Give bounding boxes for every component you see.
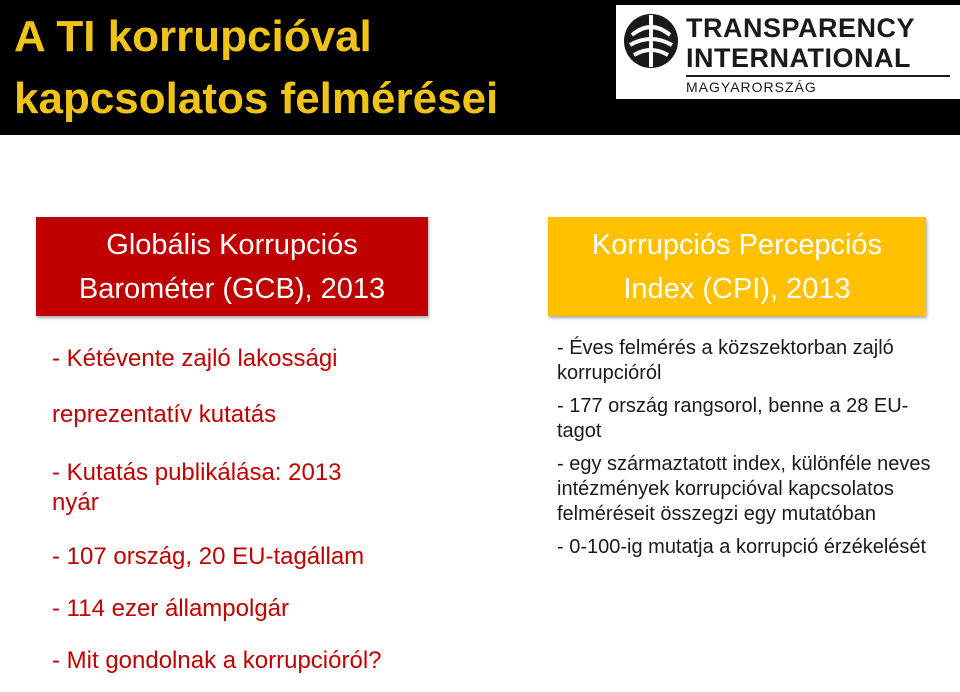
gcb-item: reprezentatív kutatás (52, 401, 277, 428)
gcb-item: - Mit gondolnak a korrupcióról? (52, 647, 382, 674)
cpi-item: - Éves felmérés a közszektorban zajló korrupcióról (557, 337, 894, 384)
cpi-item: - egy származtatott index, különféle neves intézmények korrupcióval kapcsolatos felméréseit összegzi egy mutatóban (557, 453, 931, 525)
gcb-details-list (52, 344, 432, 676)
logo-subtitle: MAGYARORSZÁG (686, 79, 817, 95)
ti-emblem-icon (622, 11, 680, 71)
cpi-item: - 177 ország rangsorol, benne a 28 EU-tagot (557, 395, 909, 442)
title-line-2: kapcsolatos felmérései (14, 74, 499, 123)
gcb-item: - 114 ezer állampolgár (52, 595, 290, 622)
gcb-heading-line-2: Barométer (GCB), 2013 (78, 272, 386, 305)
gcb-item: - 107 ország, 20 EU-tagállam (52, 543, 365, 570)
gcb-item: - Kétévente zajló lakossági (52, 345, 338, 372)
gcb-item: - Kutatás publikálása: 2013 (52, 459, 342, 486)
cpi-heading-line-2: Index (CPI), 2013 (623, 272, 851, 305)
gcb-item: nyár (52, 489, 99, 516)
cpi-heading-box (548, 217, 926, 316)
logo-line-1: TRANSPARENCY (686, 13, 916, 43)
gcb-heading-box (36, 217, 428, 316)
gcb-heading-line-1: Globális Korrupciós (106, 228, 358, 261)
logo-divider (686, 75, 950, 77)
logo-line-2: INTERNATIONAL (686, 43, 911, 73)
title-line-1: A TI korrupcióval (14, 12, 372, 61)
slide-title (14, 6, 604, 130)
cpi-heading-line-1: Korrupciós Percepciós (591, 228, 883, 261)
cpi-item: - 0-100-ig mutatja a korrupció érzékelését (557, 536, 927, 558)
cpi-details-list (557, 336, 937, 568)
transparency-international-logo (616, 5, 960, 99)
